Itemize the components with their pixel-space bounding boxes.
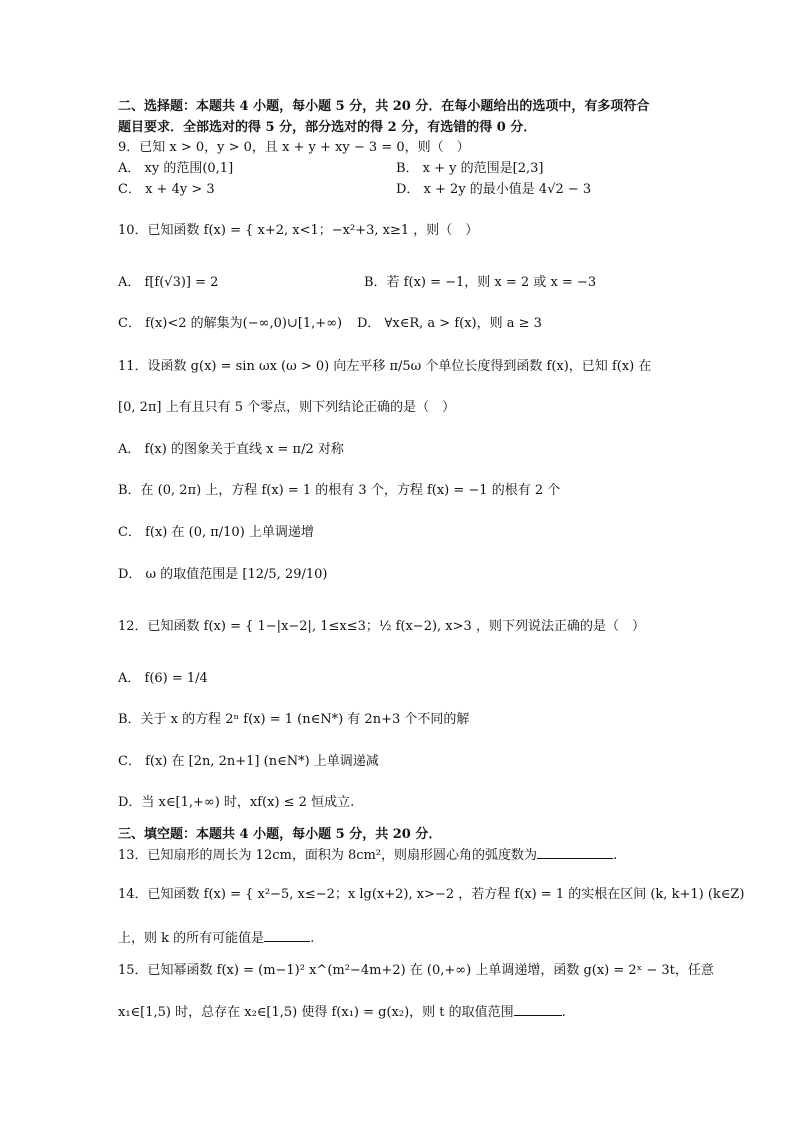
q14-text: 上，则 k 的所有可能值是 — [118, 931, 265, 946]
section2-header-line2: 题目要求．全部选对的得 5 分，部分选对的得 2 分，有选错的得 0 分． — [118, 120, 537, 135]
q9-stem: 9．已知 x > 0，y > 0，且 x + y + xy − 3 = 0，则（ ） — [118, 140, 470, 155]
section3-header: 三、填空题：本题共 4 小题，每小题 5 分，共 20 分． — [118, 827, 442, 842]
q12-option-c: C． f(x) 在 [2n, 2n+1] (n∈N*) 上单调递减 — [118, 754, 379, 769]
q9-option-b: B． x + y 的范围是[2,3] — [396, 161, 544, 176]
q11-stem-line1: 11．设函数 g(x) = sin ωx (ω > 0) 向左平移 π/5ω 个单位长度得到函数 f(x)，已知 f(x) 在 — [118, 359, 652, 374]
q11-option-c: C． f(x) 在 (0, π/10) 上单调递增 — [118, 525, 314, 540]
q14-stem-line2 — [118, 929, 314, 948]
q10-option-d: D． ∀x∈R, a > f(x)，则 a ≥ 3 — [357, 316, 542, 331]
q10-option-b: B．若 f(x) = −1，则 x = 2 或 x = −3 — [364, 275, 597, 290]
q11-option-a: A． f(x) 的图象关于直线 x = π/2 对称 — [118, 442, 344, 457]
q13-text: 13．已知扇形的周长为 12cm，面积为 8cm²，则扇形圆心角的弧度数为 — [118, 848, 538, 863]
q10-stem: 10．已知函数 f(x) = { x+2, x<1；−x²+3, x≥1 ，则（ ） — [118, 223, 479, 238]
q15-stem-line2 — [118, 1003, 566, 1022]
q13-answer-blank[interactable] — [537, 846, 613, 859]
q12-option-b: B．关于 x 的方程 2ⁿ f(x) = 1 (n∈N*) 有 2n+3 个不同的解 — [118, 712, 470, 727]
q9-option-d: D． x + 2y 的最小值是 4√2 − 3 — [396, 182, 592, 197]
q14-stem-line1: 14．已知函数 f(x) = { x²−5, x≤−2；x lg(x+2), x>−2 ，若方程 f(x) = 1 的实根在区间 (k, k+1) (k∈Z) — [118, 887, 745, 902]
q12-option-d: D．当 x∈[1,+∞) 时，xf(x) ≤ 2 恒成立. — [118, 795, 355, 810]
q15-stem-line1: 15．已知幂函数 f(x) = (m−1)² x^(m²−4m+2) 在 (0,+∞) 上单调递增，函数 g(x) = 2ˣ − 3t，任意 — [118, 963, 714, 978]
q10-option-a: A． f[f(√3)] = 2 — [118, 275, 219, 290]
q13-end: . — [613, 848, 618, 863]
q11-stem-line2: [0, 2π] 上有且只有 5 个零点，则下列结论正确的是（ ） — [118, 400, 456, 415]
q15-text: x₁∈[1,5) 时，总存在 x₂∈[1,5) 使得 f(x₁) = g(x₂)，则 t 的取值范围 — [118, 1005, 514, 1020]
q14-end: . — [310, 931, 315, 946]
q11-option-d: D． ω 的取值范围是 [12/5, 29/10) — [118, 567, 328, 582]
q15-end: . — [561, 1005, 566, 1020]
q9-option-a: A． xy 的范围(0,1] — [118, 161, 234, 176]
q12-option-a: A． f(6) = 1/4 — [118, 671, 208, 686]
q15-answer-blank[interactable] — [514, 1003, 562, 1016]
q11-option-b: B．在 (0, 2π) 上，方程 f(x) = 1 的根有 3 个，方程 f(x) = −1 的根有 2 个 — [118, 483, 561, 498]
q13-stem — [118, 846, 617, 865]
q14-answer-blank[interactable] — [264, 929, 310, 942]
section2-header-line1: 二、选择题：本题共 4 小题，每小题 5 分，共 20 分．在每小题给出的选项中，有多项符合 — [118, 99, 650, 114]
q12-stem: 12．已知函数 f(x) = { 1−|x−2|, 1≤x≤3；½ f(x−2), x>3 ，则下列说法正确的是（ ） — [118, 619, 645, 634]
q10-option-c: C． f(x)<2 的解集为(−∞,0)∪[1,+∞) — [118, 316, 343, 331]
q9-option-c: C． x + 4y > 3 — [118, 182, 215, 197]
